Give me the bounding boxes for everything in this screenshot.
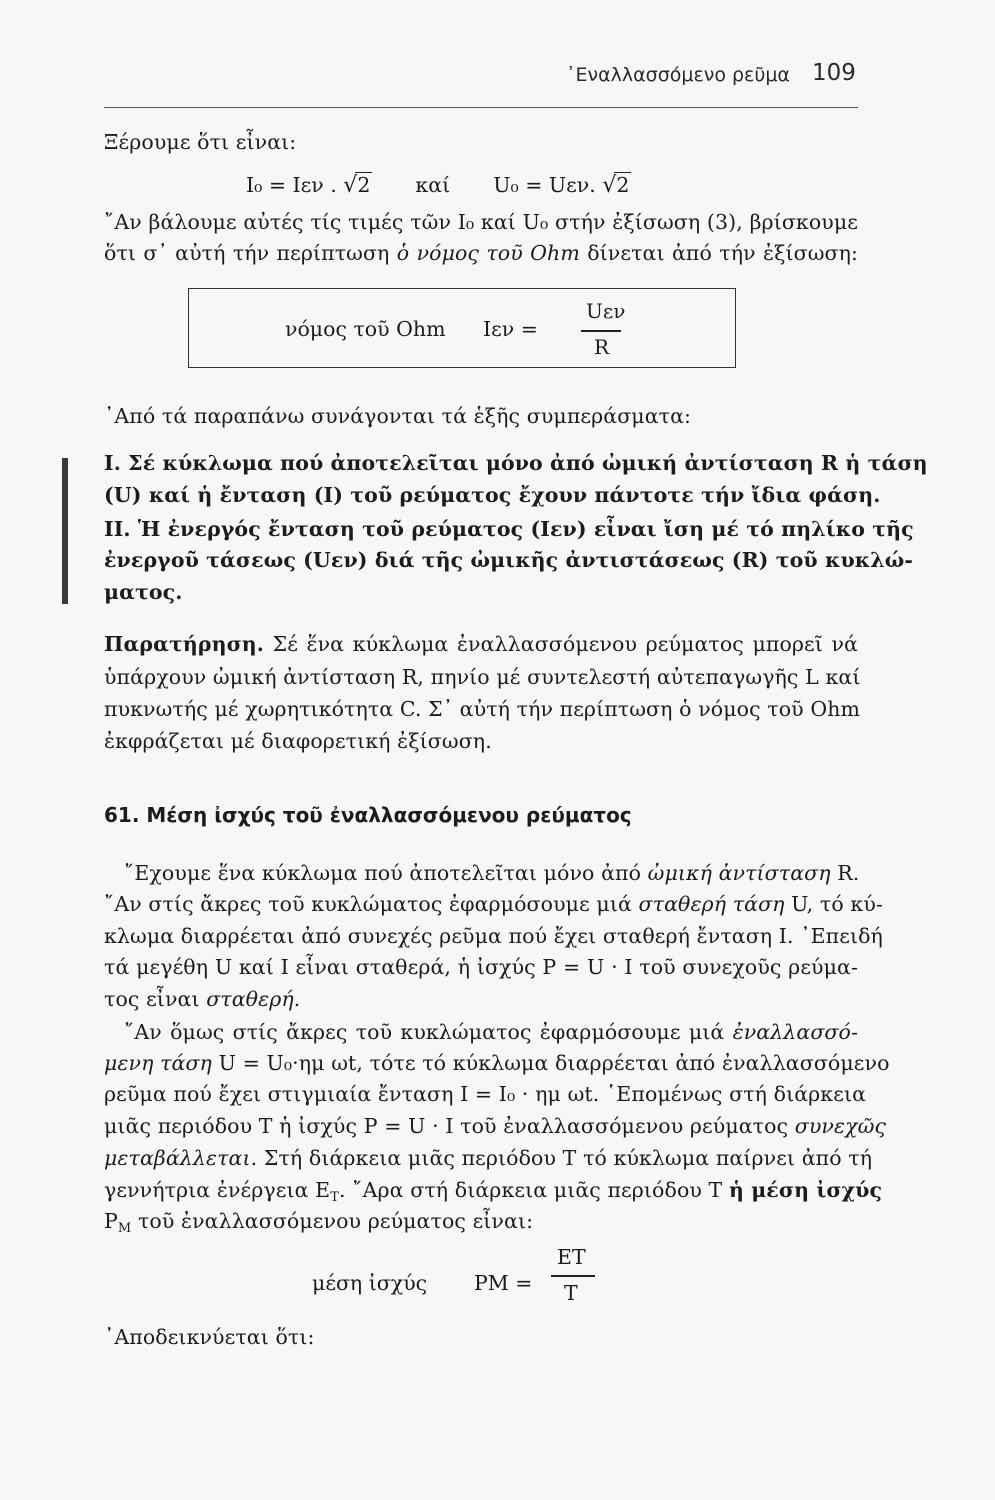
u0-expression: U₀ = Uεν.	[493, 173, 596, 197]
header-rule	[104, 107, 858, 108]
remark-line: πυκνωτής μέ χωρητικότητα C. Σ᾽ αὐτή τήν περίπτωση ὁ νόμος τοῦ Ohm	[104, 697, 861, 721]
margin-bar	[62, 458, 68, 604]
rms-formula	[246, 172, 631, 198]
ohm-law-box	[188, 288, 736, 368]
conclusion-2: ἐνεργοῦ τάσεως (Uεν) διά τῆς ὠμικῆς ἀντιστάσεως (R) τοῦ κυκλώ-	[104, 548, 913, 572]
sqrt-value: 2	[357, 173, 371, 197]
paragraph-line: τος εἶναι σταθερή.	[104, 987, 301, 1011]
sqrt-value: 2	[616, 173, 630, 197]
mean-power-label: μέση ἰσχύς	[312, 1271, 428, 1295]
paragraph-line: κλωμα διαρρέεται ἀπό συνεχές ρεῦμα πού ἔχει σταθερή ἔνταση I. ᾽Επειδή	[104, 924, 883, 948]
running-header-title: ᾽Εναλλασσόμενο ρεῦμα	[566, 64, 790, 86]
fraction-bar	[581, 330, 621, 332]
paragraph-line: γεννήτρια ἐνέργεια $E_T$. ῎Αρα στή διάρκεια μιᾶς περιόδου T ἡ μέση ἰσχύς	[104, 1178, 883, 1205]
mean-power-lhs: PM =	[474, 1271, 533, 1295]
text-line: ὅτι σ᾽ αὐτή τήν περίπτωση ὁ νόμος τοῦ Ohm δίνεται ἀπό τήν ἐξίσωση:	[104, 241, 859, 265]
section-heading: 61. Μέση ἰσχύς τοῦ ἐναλλασσόμενου ρεύματος	[104, 803, 632, 827]
intro-line: Ξέρουμε ὅτι εἶναι:	[104, 130, 297, 154]
paragraph-line: τά μεγέθη U καί I εἶναι σταθερά, ἡ ἰσχύς P = U · I τοῦ συνεχοῦς ρεύμα-	[104, 955, 858, 979]
paragraph-line: μεταβάλλεται. Στή διάρκεια μιᾶς περιόδου T τό κύκλωμα παίρνει ἀπό τή	[104, 1146, 873, 1170]
paragraph-line: $P_M$ τοῦ ἐναλλασσόμενου ρεύματος εἶναι:	[104, 1209, 534, 1236]
remark-line: Παρατήρηση. Σέ ἕνα κύκλωμα ἐναλλασσόμενου ρεύματος μπορεῖ νά	[104, 632, 858, 656]
conclusion-2: ματος.	[104, 580, 183, 604]
page-number: 109	[812, 60, 856, 86]
fraction-bar	[551, 1275, 595, 1277]
conclusion-1: I. Σέ κύκλωμα πού ἀποτελεῖται μόνο ἀπό ὠμική ἀντίσταση R ἡ τάση	[104, 451, 928, 475]
ohm-law-label: νόμος τοῦ Ohm	[285, 317, 446, 341]
paragraph-line: ᾽Αποδεικνύεται ὅτι:	[104, 1325, 315, 1349]
ohm-law-lhs: Iεν =	[483, 317, 538, 341]
mean-power-denominator: T	[564, 1281, 578, 1305]
sqrt-icon: √	[602, 173, 617, 198]
remark-line: ὑπάρχουν ὠμική ἀντίσταση R, πηνίο μέ συντελεστή αὐτεπαγωγῆς L καί	[104, 665, 861, 689]
paragraph-line: ῎Εχουμε ἕνα κύκλωμα πού ἀποτελεῖται μόνο ἀπό ὠμική ἀντίσταση R.	[124, 861, 860, 885]
paragraph-line: ῎Αν ὅμως στίς ἄκρες τοῦ κυκλώματος ἐφαρμόσουμε μιά ἐναλλασσό-	[124, 1020, 858, 1044]
ohm-denominator: R	[594, 335, 610, 359]
mean-power-numerator: ET	[557, 1245, 586, 1269]
remark-label: Παρατήρηση.	[104, 632, 265, 656]
and-word: καί	[415, 173, 451, 197]
paragraph-line: μιᾶς περιόδου T ἡ ἰσχύς P = U · I τοῦ ἐναλλασσόμενου ρεύματος συνεχῶς	[104, 1114, 887, 1138]
paragraph-line: μενη τάση U = U₀·ημ ωt, τότε τό κύκλωμα διαρρέεται ἀπό ἐναλλασσόμενο	[104, 1051, 890, 1075]
ohm-numerator: Uεν	[586, 299, 626, 323]
conclusion-1: (U) καί ἡ ἔνταση (I) τοῦ ρεύματος ἔχουν πάντοτε τήν ἴδια φάση.	[104, 483, 881, 507]
paragraph-line: ῎Αν στίς ἄκρες τοῦ κυκλώματος ἐφαρμόσουμε μιά σταθερή τάση U, τό κύ-	[104, 892, 883, 916]
text-line: ῎Αν βάλουμε αὐτές τίς τιμές τῶν I₀ καί U₀ στήν ἐξίσωση (3), βρίσκουμε	[104, 210, 858, 234]
i0-expression: I₀ = Iεν .	[246, 173, 337, 197]
text-line: ᾽Από τά παραπάνω συνάγονται τά ἑξῆς συμπεράσματα:	[104, 404, 692, 428]
sqrt-icon: √	[343, 173, 358, 198]
conclusion-2: II. Ἡ ἐνεργός ἔνταση τοῦ ρεύματος (Iεν) εἶναι ἴση μέ τό πηλίκο τῆς	[104, 517, 914, 541]
paragraph-line: ρεῦμα πού ἔχει στιγμιαία ἔνταση I = I₀ · ημ ωt. ῾Επομένως στή διάρκεια	[104, 1082, 867, 1106]
remark-line: ἐκφράζεται μέ διαφορετική ἐξίσωση.	[104, 729, 492, 753]
